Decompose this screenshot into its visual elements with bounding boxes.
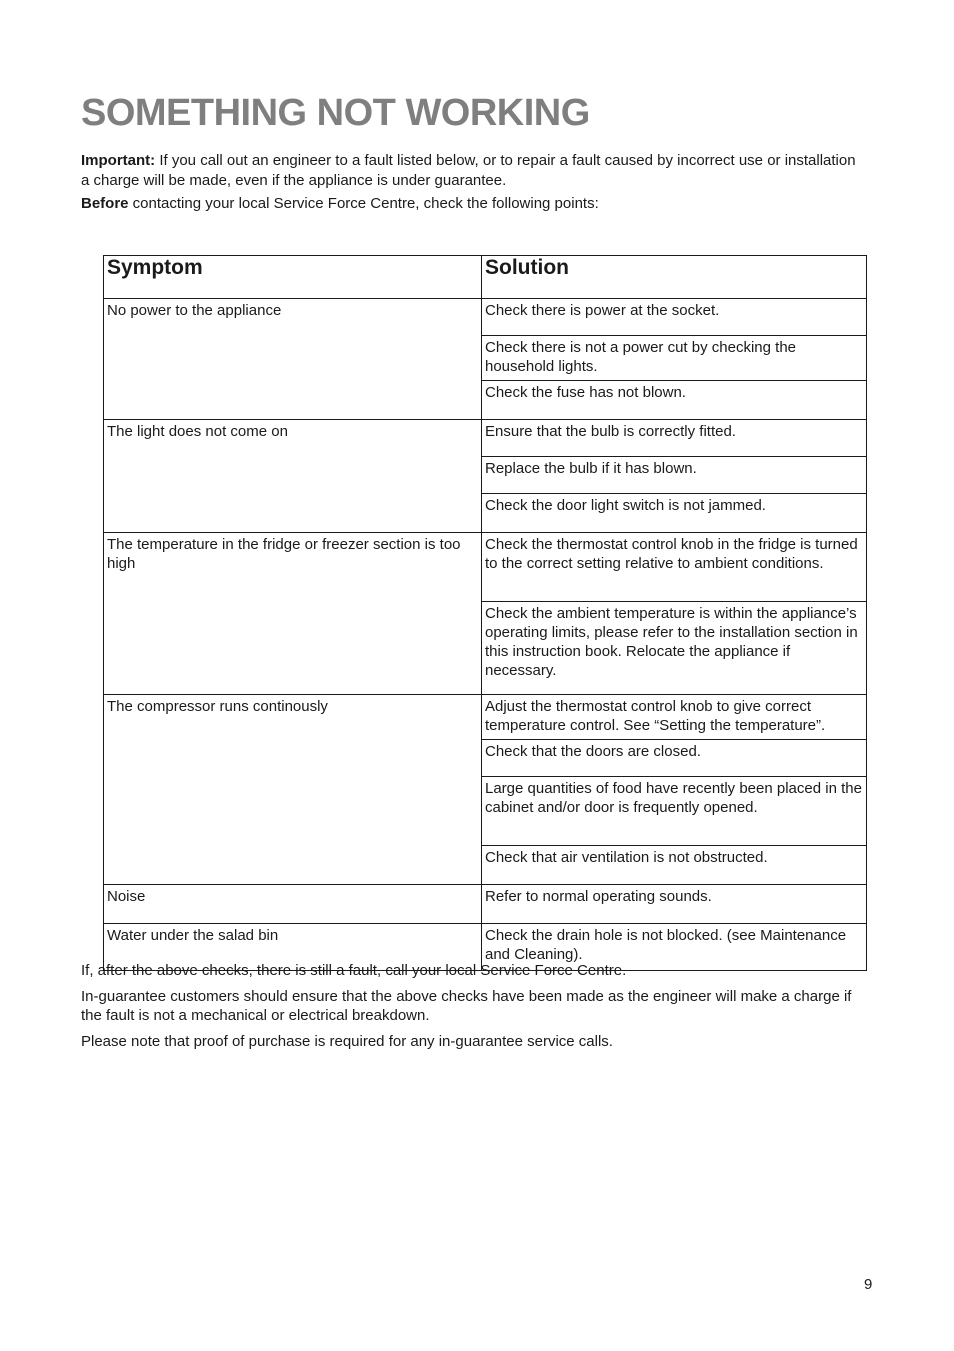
outro-paragraph: If, after the above checks, there is still a fault, call your local Service Force Centre. xyxy=(81,962,627,979)
solution-cell xyxy=(482,885,867,924)
solution-item: Replace the bulb if it has blown. xyxy=(482,456,866,493)
symptom-cell: Water under the salad bin xyxy=(104,924,482,971)
solution-cell xyxy=(482,533,867,695)
symptom-header: Symptom xyxy=(104,256,482,299)
solution-item: Check that air ventilation is not obstructed. xyxy=(482,845,866,882)
table-header-row xyxy=(104,256,867,299)
before-paragraph xyxy=(81,194,861,214)
table-row xyxy=(104,695,867,885)
solution-item: Check that the doors are closed. xyxy=(482,739,866,776)
solution-item: Check the fuse has not blown. xyxy=(482,380,866,417)
solution-cell xyxy=(482,420,867,533)
outro-paragraph: In-guarantee customers should ensure that the above checks have been made as the engineer will make a charge if the fault is not a mechanical or electrical breakdown. xyxy=(81,988,852,1024)
outro-text xyxy=(81,961,861,1058)
intro-text xyxy=(81,151,861,218)
important-text: If you call out an engineer to a fault listed below, or to repair a fault caused by incorrect use or installation a charge will be made, even if the appliance is under guarantee. xyxy=(81,152,856,189)
solution-cell xyxy=(482,695,867,885)
before-text: contacting your local Service Force Centre, check the following points: xyxy=(128,195,599,212)
important-paragraph xyxy=(81,151,861,190)
solution-item: Check the thermostat control knob in the fridge is turned to the correct setting relative to ambient conditions. xyxy=(485,536,858,572)
symptom-cell: Noise xyxy=(104,885,482,924)
solution-header: Solution xyxy=(482,256,867,299)
table-row xyxy=(104,299,867,420)
outro-paragraph: Please note that proof of purchase is required for any in-guarantee service calls. xyxy=(81,1033,613,1050)
solution-cell xyxy=(482,299,867,420)
symptom-cell: The temperature in the fridge or freezer section is too high xyxy=(104,533,482,695)
table-row xyxy=(104,885,867,924)
solution-item: Check there is not a power cut by checking the household lights. xyxy=(482,335,866,380)
symptom-cell: The light does not come on xyxy=(104,420,482,533)
table-row xyxy=(104,420,867,533)
solution-item: Check the ambient temperature is within the appliance’s operating limits, please refer to the installation section in this instruction book. Relocate the appliance if necessary. xyxy=(482,601,866,692)
solution-item: Ensure that the bulb is correctly fitted. xyxy=(485,423,736,440)
page-title: SOMETHING NOT WORKING xyxy=(81,92,590,134)
page-number: 9 xyxy=(864,1276,873,1293)
symptom-cell: No power to the appliance xyxy=(104,299,482,420)
solution-item: Check the drain hole is not blocked. (see Maintenance and Cleaning). xyxy=(485,927,847,963)
solution-item: Check the door light switch is not jammed. xyxy=(482,493,866,530)
solution-item: Check there is power at the socket. xyxy=(485,302,720,319)
symptom-cell: The compressor runs continously xyxy=(104,695,482,885)
solution-item: Refer to normal operating sounds. xyxy=(485,888,712,905)
solution-item: Large quantities of food have recently been placed in the cabinet and/or door is frequently opened. xyxy=(482,776,866,845)
table-row xyxy=(104,533,867,695)
important-label: Important: xyxy=(81,152,156,169)
troubleshooting-table xyxy=(103,255,867,971)
before-label: Before xyxy=(81,195,129,212)
solution-item: Adjust the thermostat control knob to give correct temperature control. See “Setting the temperature”. xyxy=(485,698,826,734)
